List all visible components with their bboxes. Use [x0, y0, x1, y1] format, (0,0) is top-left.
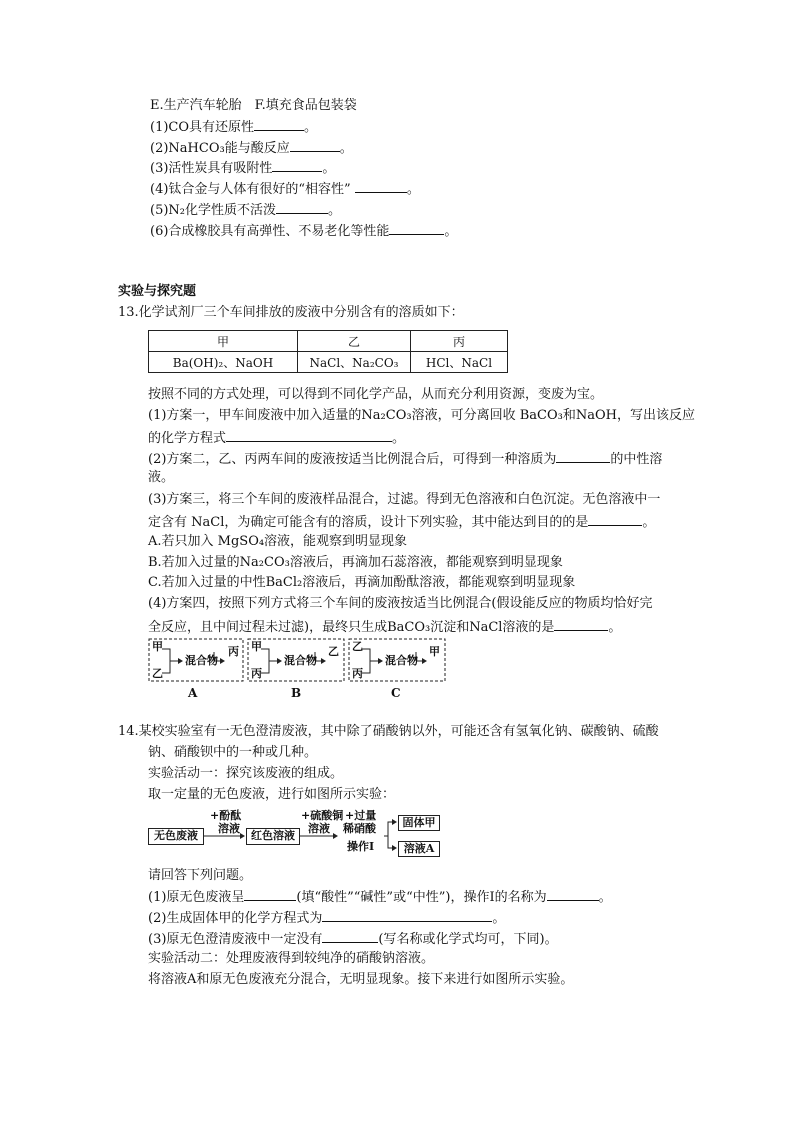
solutes-table: [148, 330, 508, 373]
diagram-c-bottom-label: 丙: [352, 667, 363, 680]
flow-reagent3-line2: 稀硝酸: [343, 822, 376, 835]
table-cell: NaCl、Na₂CO₃: [298, 352, 411, 373]
table-cell: Ba(OH)₂、NaOH: [149, 352, 298, 373]
q13-option-b: B.若加入过量的Na₂CO₃溶液后，再滴加石蕊溶液，都能观察到明显现象: [148, 555, 563, 570]
flow-operation-label: 操作Ⅰ: [347, 840, 375, 853]
q14-activity-2: 实验活动二：处理废液得到较纯净的硝酸钠溶液。: [148, 951, 435, 966]
table-row: [149, 352, 508, 373]
q14-answer-3: (3)原无色澄清废液中一定没有 (写名称或化学式均可，下同)。: [148, 928, 558, 950]
table-header-cell: 乙: [298, 331, 411, 352]
diagram-c-top-label: 乙: [352, 640, 363, 653]
flow-reagent1-line1: +酚酞: [210, 809, 242, 822]
flow-reagent3-line1: +过量: [345, 809, 377, 822]
q13-part4-line1: (4)方案四，按照下列方式将三个车间的废液按适当比例混合(假设能反应的物质均恰好完: [148, 596, 653, 611]
q13-part2-line1: (2)方案二，乙、丙两车间的废液按适当比例混合后，可得到一种溶质为 的中性溶: [148, 448, 662, 470]
q13-part4-line2: 全反应，且中间过程未过滤)，最终只生成BaCO₃沉淀和NaCl溶液的是 。: [148, 616, 621, 638]
q12-item-2: (2)NaHCO₃能与酸反应 。: [150, 137, 353, 159]
q14-flowchart: [148, 806, 448, 858]
q13-stem: 13.化学试剂厂三个车间排放的废液中分别含有的溶质如下：: [118, 305, 464, 320]
diagram-c-add-label: 甲: [429, 645, 440, 658]
q14-ask: 请回答下列问题。: [148, 868, 253, 883]
table-cell: HCl、NaCl: [411, 352, 508, 373]
q13-part3-line2: 定含有 NaCl，为确定可能含有的溶质，设计下列实验，其中能达到目的的是 。: [148, 511, 655, 533]
q13-part1-line2: 的化学方程式 。: [148, 427, 405, 449]
diagram-a-add-label: 丙: [228, 645, 239, 658]
flow-box-red-solution: 红色溶液: [246, 828, 300, 845]
diagram-a-bottom-label: 乙: [152, 667, 163, 680]
table-header-cell: 丙: [411, 331, 508, 352]
q14-last-line: 将溶液A和原无色废液充分混合，无明显现象。接下来进行如图所示实验。: [148, 972, 574, 987]
q12-item-3: (3)活性炭具有吸附性 。: [150, 157, 335, 179]
q13-part2-line2: 液。: [148, 470, 175, 485]
section-title: 实验与探究题: [118, 284, 197, 299]
q12-options-ef: E.生产汽车轮胎 F.填充食品包装袋: [150, 98, 357, 113]
mixing-diagrams: [148, 638, 448, 700]
diagram-a-mix-label: 混合物: [185, 654, 218, 667]
diagram-c-mix-label: 混合物: [385, 654, 418, 667]
q13-option-c: C.若加入过量的中性BaCl₂溶液后，再滴加酚酞溶液，都能观察到明显现象: [148, 575, 576, 590]
q14-stem-line2: 钠、硝酸钡中的一种或几种。: [148, 745, 318, 760]
flow-reagent2-line2: 溶液: [308, 822, 330, 835]
table-header-cell: 甲: [149, 331, 298, 352]
q13-part3-line1: (3)方案三，将三个车间的废液样品混合，过滤。得到无色溶液和白色沉淀。无色溶液中一: [148, 492, 661, 507]
q13-intro: 按照不同的方式处理，可以得到不同化学产品，从而充分利用资源，变废为宝。: [148, 387, 604, 402]
diagram-b-bottom-label: 丙: [251, 667, 262, 680]
diagram-b-top-label: 甲: [251, 640, 262, 653]
q12-item-6: (6)合成橡胶具有高弹性、不易老化等性能 。: [150, 220, 457, 242]
flow-box-solid: 固体甲: [398, 815, 440, 831]
q12-item-4: (4)钛合金与人体有很好的“相容性” 。: [150, 178, 420, 200]
diagram-b-add-label: 乙: [328, 645, 339, 658]
flow-box-solution-a: 溶液A: [398, 841, 440, 857]
flow-box-start: 无色废液: [148, 828, 204, 845]
q13-part1-line1: (1)方案一，甲车间废液中加入适量的Na₂CO₃溶液，可分离回收 BaCO₃和NaOH，写出该反应: [148, 408, 695, 423]
diagram-a-top-label: 甲: [152, 640, 163, 653]
diagram-c-caption: C: [391, 686, 401, 700]
diagram-a-caption: A: [188, 686, 198, 700]
q14-activity-1: 实验活动一：探究该废液的组成。: [148, 766, 344, 781]
diagram-b-caption: B: [291, 686, 302, 700]
table-header-row: [149, 331, 508, 352]
flow-reagent1-line2: 溶液: [218, 822, 240, 835]
q14-stem-line1: 14.某校实验室有一无色澄清废液，其中除了硝酸钠以外，可能还含有氢氧化钠、碳酸钠、硫酸: [118, 724, 659, 739]
q12-item-1: (1)CO具有还原性 。: [150, 116, 317, 138]
q14-take-sample: 取一定量的无色废液，进行如图所示实验：: [148, 787, 396, 802]
diagram-b-mix-label: 混合物: [284, 654, 317, 667]
q13-option-a: A.若只加入 MgSO₄溶液，能观察到明显现象: [148, 534, 408, 549]
flow-reagent2-line1: +硫酸铜: [301, 809, 344, 822]
q14-answer-2: (2)生成固体甲的化学方程式为 。: [148, 907, 505, 929]
q12-item-5: (5)N₂化学性质不活泼 。: [150, 199, 341, 221]
q14-answer-1: (1)原无色废液呈 (填“酸性”“碱性”或“中性”)，操作Ⅰ的名称为 。: [148, 886, 612, 908]
